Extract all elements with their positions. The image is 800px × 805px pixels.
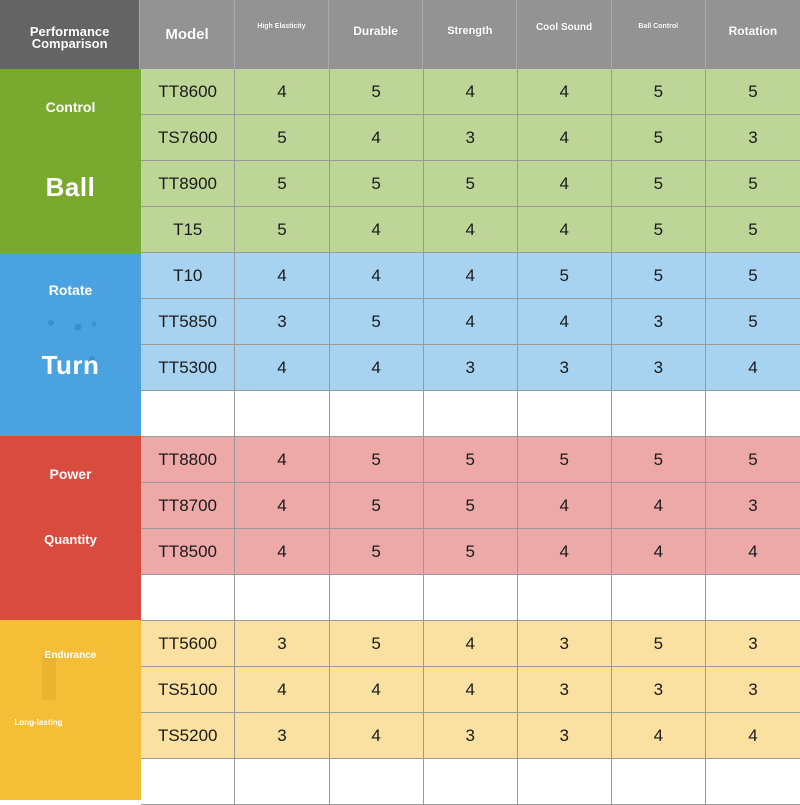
rating-cell: 4 (706, 529, 800, 575)
category-top-label: Endurance (44, 650, 97, 661)
rating-cell: 5 (612, 161, 706, 207)
rating-cell: 5 (518, 253, 612, 299)
rating-cell: 3 (235, 621, 329, 667)
table-row (141, 391, 800, 437)
rating-cell: 3 (424, 713, 518, 759)
column-header-label: Cool Sound (535, 22, 593, 33)
rating-cell: 5 (518, 437, 612, 483)
table-row (141, 115, 800, 161)
corner-title-line1: Performance (29, 23, 110, 39)
rating-cell: 4 (424, 621, 518, 667)
rating-cell: 5 (706, 437, 800, 483)
rating-cell: 4 (518, 529, 612, 575)
table-row (141, 621, 800, 667)
column-header-rotation (706, 0, 800, 69)
rating-cell: 3 (518, 667, 612, 713)
rating-cell (612, 759, 706, 805)
column-header-durable (329, 0, 423, 69)
category-bottom-label: Quantity (44, 532, 97, 547)
rating-cell: 4 (235, 253, 329, 299)
rating-cell: 4 (235, 529, 329, 575)
model-column-header: Model (140, 0, 235, 69)
rating-cell: 3 (518, 621, 612, 667)
rating-cell (330, 575, 424, 621)
rating-cell: 4 (235, 483, 329, 529)
rating-cell: 3 (612, 345, 706, 391)
category-power-quantity (0, 436, 141, 620)
rating-cell: 4 (518, 69, 612, 115)
table-row (141, 345, 800, 391)
rating-cell: 5 (330, 483, 424, 529)
rating-cell: 3 (706, 115, 800, 161)
rating-cell (706, 391, 800, 437)
decorative-mark-icon (40, 656, 60, 702)
rating-cell: 4 (518, 115, 612, 161)
rating-cell: 4 (235, 437, 329, 483)
rating-cell: 4 (612, 529, 706, 575)
rating-cell: 5 (612, 207, 706, 253)
category-endurance (0, 620, 141, 800)
table-row (141, 667, 800, 713)
rating-cell (706, 759, 800, 805)
rating-cell: 4 (612, 713, 706, 759)
model-cell: TS5100 (141, 667, 235, 713)
rating-cell: 3 (518, 713, 612, 759)
rating-cell: 3 (424, 345, 518, 391)
model-cell: TT5300 (141, 345, 235, 391)
rating-cell: 5 (424, 529, 518, 575)
table-row (141, 299, 800, 345)
model-cell: T10 (141, 253, 235, 299)
rating-cell: 4 (424, 299, 518, 345)
column-header-label: Strength (447, 24, 493, 37)
model-cell: TS5200 (141, 713, 235, 759)
rating-cell: 4 (424, 207, 518, 253)
rating-cell: 5 (330, 621, 424, 667)
rating-cell: 4 (612, 483, 706, 529)
table-row (141, 437, 800, 483)
column-header-ball-control (612, 0, 706, 69)
rating-cell: 5 (235, 115, 329, 161)
category-bottom-label: Long-lasting (14, 718, 63, 727)
rating-cell: 3 (235, 713, 329, 759)
table-row (141, 575, 800, 621)
rating-cell (235, 391, 329, 437)
rating-cell: 4 (330, 253, 424, 299)
rating-cell: 4 (235, 345, 329, 391)
column-header-cool-sound (517, 0, 611, 69)
rating-cell: 5 (424, 437, 518, 483)
model-cell: TT8700 (141, 483, 235, 529)
data-grid (141, 69, 800, 805)
corner-title-line2: Comparison (31, 35, 108, 51)
rating-cell: 5 (330, 69, 424, 115)
rating-cell: 5 (612, 621, 706, 667)
rating-cell (235, 575, 329, 621)
model-cell (141, 759, 235, 805)
rating-cell: 4 (518, 299, 612, 345)
rating-cell (518, 759, 612, 805)
rating-cell: 4 (424, 69, 518, 115)
rating-cell: 4 (424, 667, 518, 713)
model-cell: TT8500 (141, 529, 235, 575)
category-top-label: Power (49, 466, 92, 482)
rating-cell: 5 (612, 253, 706, 299)
model-cell: TS7600 (141, 115, 235, 161)
rating-cell: 5 (424, 161, 518, 207)
column-header-label: Rotation (728, 23, 778, 38)
rating-cell: 4 (330, 713, 424, 759)
table-row (141, 207, 800, 253)
model-cell: T15 (141, 207, 235, 253)
rating-cell: 4 (330, 207, 424, 253)
rating-cell: 3 (612, 667, 706, 713)
rating-cell: 3 (706, 621, 800, 667)
rating-cell (706, 575, 800, 621)
column-header-high-elasticity (235, 0, 329, 69)
rating-cell: 5 (706, 253, 800, 299)
rating-cell: 5 (706, 299, 800, 345)
rating-cell: 4 (330, 345, 424, 391)
rating-cell: 5 (330, 161, 424, 207)
column-header-label: Ball Control (638, 23, 679, 30)
model-cell: TT8600 (141, 69, 235, 115)
rating-cell (424, 575, 518, 621)
rating-cell: 4 (518, 207, 612, 253)
category-ball-control (0, 69, 141, 253)
category-top-label: Rotate (48, 282, 93, 298)
rating-cell (235, 759, 329, 805)
rating-cell: 3 (424, 115, 518, 161)
model-cell: TT5600 (141, 621, 235, 667)
table-row (141, 69, 800, 115)
column-header-strength (423, 0, 517, 69)
model-cell (141, 391, 235, 437)
rating-cell: 4 (706, 713, 800, 759)
rating-cell: 4 (330, 115, 424, 161)
rating-cell (330, 391, 424, 437)
table-row (141, 483, 800, 529)
category-big-label: Turn (41, 350, 100, 380)
rating-cell: 5 (424, 483, 518, 529)
rating-cell (330, 759, 424, 805)
rating-cell (612, 575, 706, 621)
column-header-label: Durable (353, 23, 398, 38)
rating-cell: 5 (235, 207, 329, 253)
rating-cell: 5 (330, 529, 424, 575)
rating-cell: 4 (235, 69, 329, 115)
rating-cell (518, 391, 612, 437)
rating-cell: 3 (706, 667, 800, 713)
rating-cell (518, 575, 612, 621)
table-row (141, 713, 800, 759)
table-header (0, 0, 800, 69)
column-header-label: High Elasticity (257, 23, 306, 30)
rating-cell: 5 (330, 299, 424, 345)
category-big-label: Ball (45, 172, 96, 202)
model-cell (141, 575, 235, 621)
corner-title (0, 0, 140, 69)
rating-cell: 5 (235, 161, 329, 207)
rating-cell: 3 (518, 345, 612, 391)
rating-cell: 3 (706, 483, 800, 529)
rating-cell: 4 (518, 483, 612, 529)
category-rotate-turn (0, 253, 141, 436)
table-row (141, 253, 800, 299)
rating-cell (424, 759, 518, 805)
rating-cell: 3 (612, 299, 706, 345)
rating-cell: 5 (330, 437, 424, 483)
rating-cell: 5 (706, 207, 800, 253)
table-row (141, 161, 800, 207)
model-cell: TT5850 (141, 299, 235, 345)
table-row (141, 529, 800, 575)
rating-cell: 4 (424, 253, 518, 299)
model-cell: TT8800 (141, 437, 235, 483)
rating-cell: 5 (612, 69, 706, 115)
rating-cell: 5 (706, 161, 800, 207)
rating-cell: 4 (706, 345, 800, 391)
rating-cell (612, 391, 706, 437)
rating-cell: 4 (235, 667, 329, 713)
rating-cell: 4 (330, 667, 424, 713)
rating-cell: 3 (235, 299, 329, 345)
model-cell: TT8900 (141, 161, 235, 207)
rating-cell: 5 (612, 437, 706, 483)
table-row (141, 759, 800, 805)
rating-cell (424, 391, 518, 437)
rating-cell: 4 (518, 161, 612, 207)
rating-cell: 5 (706, 69, 800, 115)
rating-cell: 5 (612, 115, 706, 161)
category-top-label: Control (45, 99, 96, 115)
